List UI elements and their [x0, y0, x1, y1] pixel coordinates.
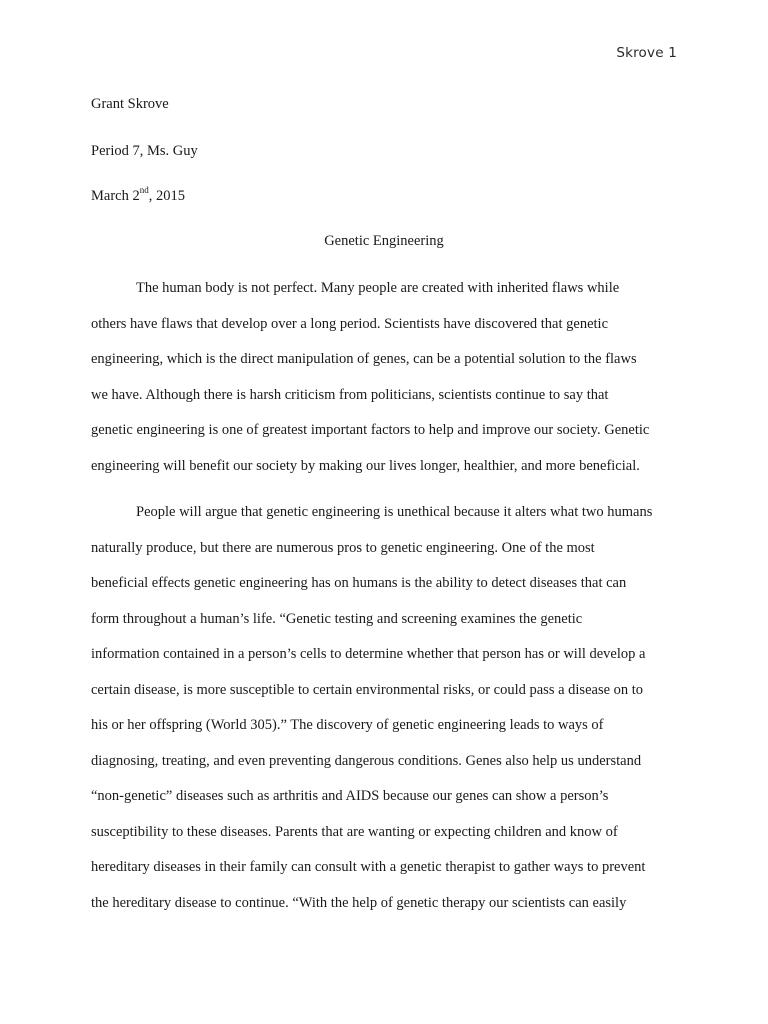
essay-date [91, 186, 185, 206]
paragraph-line: genetic engineering is one of greatest important factors to help and improve our society. Genetic [91, 422, 650, 438]
paragraph-line: we have. Although there is harsh criticism from politicians, scientists continue to say that [91, 386, 609, 403]
paragraph-line: diagnosing, treating, and even preventing dangerous conditions. Genes also help us understand [91, 752, 642, 769]
paragraph-2 [91, 502, 681, 928]
paragraph-line: others have flaws that develop over a long period. Scientists have discovered that genetic [91, 315, 609, 332]
paragraph-line: engineering will benefit our society by making our lives longer, healthier, and more beneficial. [91, 457, 640, 474]
paragraph-line: The human body is not perfect. Many people are created with inherited flaws while [136, 280, 620, 296]
class-info: Period 7, Ms. Guy [91, 143, 198, 159]
paragraph-line: People will argue that genetic engineering is unethical because it alters what two humans [136, 504, 653, 520]
paragraph-line: “non-genetic” diseases such as arthritis and AIDS because our genes can show a person’s [91, 788, 609, 804]
paragraph-1 [91, 278, 681, 491]
paragraph-line: naturally produce, but there are numerous pros to genetic engineering. One of the most [91, 539, 595, 556]
running-head: Skrove 1 [616, 45, 677, 61]
paragraph-line: engineering, which is the direct manipulation of genes, can be a potential solution to the flaws [91, 351, 637, 367]
author-name: Grant Skrove [91, 96, 169, 112]
date-prefix: March 2 [91, 188, 140, 204]
paragraph-line: information contained in a person’s cells to determine whether that person has or will develop a [91, 646, 646, 662]
paragraph-line: his or her offspring (World 305).” The discovery of genetic engineering leads to ways of [91, 717, 604, 733]
paragraph-line: hereditary diseases in their family can consult with a genetic therapist to gather ways to prevent [91, 859, 646, 875]
paragraph-line: the hereditary disease to continue. “With the help of genetic therapy our scientists can easily [91, 894, 627, 911]
paragraph-line: beneficial effects genetic engineering has on humans is the ability to detect diseases that can [91, 575, 627, 591]
paragraph-line: susceptibility to these diseases. Parents that are wanting or expecting children and know of [91, 823, 618, 840]
date-suffix: , 2015 [148, 188, 185, 204]
paragraph-line: form throughout a human’s life. “Genetic testing and screening examines the genetic [91, 610, 583, 627]
date-superscript: nd [139, 185, 149, 196]
paragraph-line: certain disease, is more susceptible to certain environmental risks, or could pass a disease on to [91, 681, 644, 698]
essay-title: Genetic Engineering [324, 233, 444, 249]
